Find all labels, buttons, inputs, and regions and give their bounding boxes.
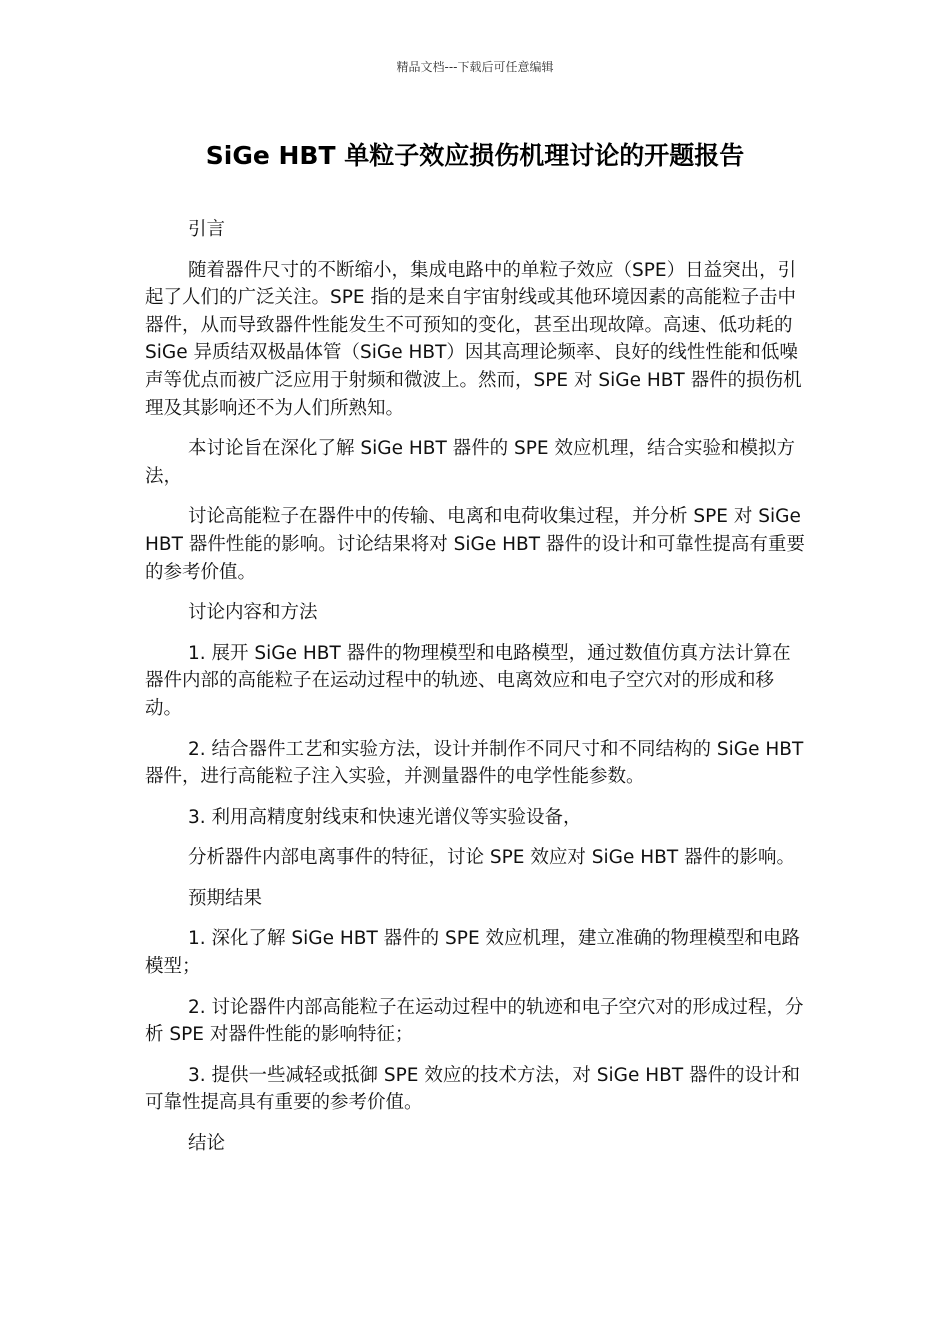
section-heading-intro: 引言 xyxy=(188,219,226,240)
section-heading-expected-results: 预期结果 xyxy=(188,887,263,909)
list-item-paragraph: 3. 利用高精度射线束和快速光谱仪等实验设备， xyxy=(188,806,582,828)
header-note: 精品文档---下载后可任意编辑 xyxy=(396,60,554,74)
list-item-paragraph: 2. 讨论器件内部高能粒子在运动过程中的轨迹和电子空穴对的形成过程，分析 SPE 对器件性能的影响特征； xyxy=(145,996,804,1046)
document-body xyxy=(145,216,807,1171)
paragraph: 讨论高能粒子在器件中的传输、电离和电荷收集过程，并分析 SPE 对 SiGe HBT 器件性能的影响。讨论结果将对 SiGe HBT 器件的设计和可靠性提高有重要的参考价值。 xyxy=(145,506,805,583)
section-heading-conclusion: 结论 xyxy=(188,1133,226,1155)
paragraph: 分析器件内部电离事件的特征，讨论 SPE 效应对 SiGe HBT 器件的影响。 xyxy=(188,847,795,869)
section-heading-content-methods: 讨论内容和方法 xyxy=(188,602,318,624)
list-item-paragraph: 2. 结合器件工艺和实验方法，设计并制作不同尺寸和不同结构的 SiGe HBT 器件，进行高能粒子注入实验，并测量器件的电学性能参数。 xyxy=(145,738,804,788)
list-item-paragraph: 3. 提供一些减轻或抵御 SPE 效应的技术方法，对 SiGe HBT 器件的设计和可靠性提高具有重要的参考价值。 xyxy=(145,1064,801,1114)
paragraph: 本讨论旨在深化了解 SiGe HBT 器件的 SPE 效应机理，结合实验和模拟方法， xyxy=(145,438,795,487)
paragraph: 随着器件尺寸的不断缩小，集成电路中的单粒子效应（SPE）日益突出，引起了人们的广泛关注。SPE 指的是来自宇宙射线或其他环境因素的高能粒子击中器件，从而导致器件性能发生不可预知的变化，甚至出现故障。高速、低功耗的 SiGe 异质结双极晶体管（SiGe HBT）因其高理论频率、良好的线性性能和低噪声等优点而被广泛应用于射频和微波上。然而，SPE 对 SiGe HBT 器件的损伤机理及其影响还不为人们所熟知。 xyxy=(145,259,802,419)
list-item-paragraph: 1. 深化了解 SiGe HBT 器件的 SPE 效应机理，建立准确的物理模型和电路模型； xyxy=(145,928,801,978)
document-title: SiGe HBT 单粒子效应损伤机理讨论的开题报告 xyxy=(205,141,745,170)
list-item-paragraph: 1. 展开 SiGe HBT 器件的物理模型和电路模型，通过数值仿真方法计算在器件内部的高能粒子在运动过程中的轨迹、电离效应和电子空穴对的形成和移动。 xyxy=(145,642,791,719)
